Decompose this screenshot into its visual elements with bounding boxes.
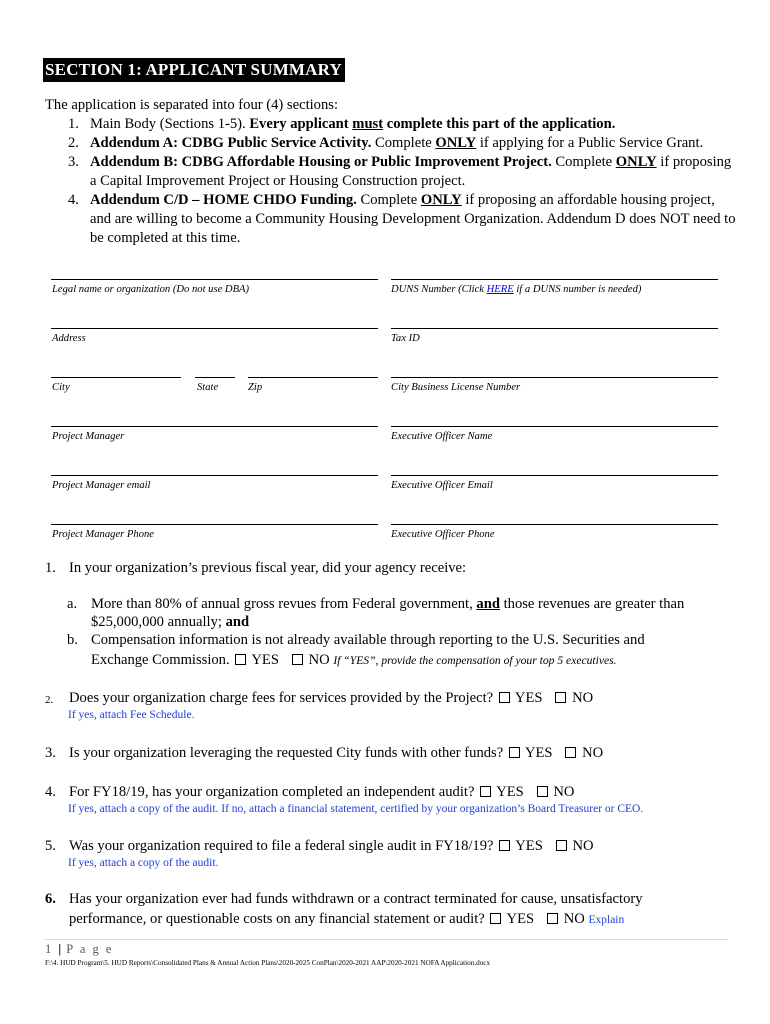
list-text: Complete — [356, 192, 421, 208]
question-2 — [45, 688, 745, 708]
page-num-value: 1 — [45, 942, 54, 956]
explain-note: Explain — [588, 914, 625, 926]
only-emphasis: ONLY — [615, 154, 657, 170]
list-text: Main Body (Sections 1-5). — [90, 116, 250, 132]
no-label: NO — [572, 838, 594, 854]
question-number: 1. — [45, 560, 56, 576]
no-checkbox[interactable] — [537, 786, 548, 797]
question-3 — [45, 743, 745, 763]
question-1b: b. Compensation information is not already available through reporting to the U.S. Securities and — [67, 632, 645, 648]
exec-phone-label: Executive Officer Phone — [391, 529, 495, 540]
zip-label: Zip — [248, 382, 263, 393]
list-text: Complete — [371, 135, 436, 151]
single-audit-note: If yes, attach a copy of the audit. — [68, 857, 219, 869]
question-number: 4. — [45, 784, 56, 800]
legal-name-label: Legal name or organization (Do not use DBA) — [52, 284, 250, 295]
yes-label: YES — [524, 745, 553, 761]
only-emphasis: ONLY — [420, 192, 462, 208]
question-text: For FY18/19, has your organization completed an independent audit? — [69, 784, 479, 800]
yes-label: YES — [506, 911, 535, 927]
list-text: Complete — [551, 154, 616, 170]
list-number: 1. — [68, 116, 79, 132]
no-label: NO — [582, 745, 604, 761]
page-label: P a g e — [66, 942, 114, 956]
question-number: 6. — [45, 891, 56, 907]
yes-checkbox[interactable] — [499, 692, 510, 703]
duns-number-field[interactable] — [391, 279, 718, 280]
pm-phone-label: Project Manager Phone — [52, 529, 154, 540]
project-manager-label: Project Manager — [52, 431, 125, 442]
exec-email-label: Executive Officer Email — [391, 480, 493, 491]
question-number: 3. — [45, 745, 56, 761]
list-bold-underline: must — [352, 116, 384, 132]
question-1b-cont: Exchange Commission. YES NO If “YES”, provide the compensation of your top 5 executives. — [91, 652, 617, 668]
question-6-cont — [45, 909, 745, 929]
state-field[interactable] — [195, 377, 235, 378]
city-field[interactable] — [51, 377, 181, 378]
city-label: City — [52, 382, 70, 393]
no-label: NO — [572, 690, 594, 706]
address-field[interactable] — [51, 328, 378, 329]
list-bold: Addendum A: CDBG Public Service Activity. — [90, 135, 372, 151]
compensation-note: If “YES”, provide the compensation of your top 5 executives. — [333, 654, 617, 667]
list-item — [68, 191, 738, 248]
file-path: F:\4. HUD Program\5. HUD Reports\Consolidated Plans & Annual Action Plans\2020-2025 ConPlan\2020-2021 AAP\2020-2021 NOFA Application.docx — [45, 959, 491, 967]
question-4 — [45, 782, 745, 802]
yes-checkbox[interactable] — [499, 840, 510, 851]
question-text: Has your organization ever had funds withdrawn or a contract terminated for cause, unsatisfactory — [69, 891, 643, 907]
section-heading: SECTION 1: APPLICANT SUMMARY — [43, 58, 345, 82]
no-checkbox[interactable] — [547, 913, 558, 924]
exec-name-label: Executive Officer Name — [391, 431, 493, 442]
fee-schedule-note: If yes, attach Fee Schedule. — [68, 709, 195, 721]
tax-id-field[interactable] — [391, 328, 718, 329]
duns-number-label: DUNS Number (Click HERE if a DUNS number is needed) — [391, 284, 642, 295]
no-checkbox[interactable] — [555, 692, 566, 703]
intro-text: The application is separated into four (4) sections: — [45, 97, 339, 113]
list-item — [68, 115, 738, 134]
question-text: Does your organization charge fees for services provided by the Project? — [69, 690, 497, 706]
no-label: NO — [553, 784, 575, 800]
yes-checkbox[interactable] — [235, 654, 246, 665]
pm-email-field[interactable] — [51, 475, 378, 476]
list-item — [68, 134, 738, 153]
list-item — [68, 153, 738, 191]
address-label: Address — [52, 333, 86, 344]
only-emphasis: ONLY — [435, 135, 477, 151]
yes-label: YES — [496, 784, 524, 800]
question-number: 5. — [45, 838, 56, 854]
duns-here-link[interactable]: HERE — [486, 284, 514, 295]
city-license-field[interactable] — [391, 377, 718, 378]
no-checkbox[interactable] — [556, 840, 567, 851]
list-number: 3. — [68, 154, 79, 170]
question-1 — [45, 558, 745, 578]
list-bold: complete this part of the application. — [383, 116, 616, 132]
exec-phone-field[interactable] — [391, 524, 718, 525]
footer-divider — [45, 939, 728, 940]
list-text: if proposing a Capital Improvement Project or Housing Construction project. — [90, 154, 732, 189]
state-label: State — [197, 382, 219, 393]
yes-checkbox[interactable] — [490, 913, 501, 924]
pm-phone-field[interactable] — [51, 524, 378, 525]
question-text: Is your organization leveraging the requested City funds with other funds? — [69, 745, 507, 761]
question-5 — [45, 836, 745, 856]
no-label: NO — [308, 652, 330, 668]
audit-note: If yes, attach a copy of the audit. If no, attach a financial statement, certified by your organization’s Board Treasurer or CEO. — [68, 803, 644, 815]
yes-label: YES — [514, 690, 543, 706]
exec-email-field[interactable] — [391, 475, 718, 476]
page-number: 1 | P a g e — [45, 942, 114, 956]
sub-item-letter: b. — [67, 632, 78, 648]
yes-label: YES — [515, 838, 543, 854]
question-6 — [45, 889, 745, 909]
yes-label: YES — [251, 652, 279, 668]
question-text: performance, or questionable costs on any financial statement or audit? — [69, 911, 489, 927]
no-checkbox[interactable] — [292, 654, 303, 665]
list-number: 2. — [68, 135, 79, 151]
no-checkbox[interactable] — [565, 747, 576, 758]
pm-email-label: Project Manager email — [52, 480, 151, 491]
list-bold: Addendum C/D – HOME CHDO Funding. — [90, 192, 357, 208]
legal-name-field[interactable] — [51, 279, 378, 280]
project-manager-field[interactable] — [51, 426, 378, 427]
zip-field[interactable] — [248, 377, 378, 378]
no-label: NO — [563, 911, 585, 927]
question-1a-cont: $25,000,000 annually; and — [91, 614, 250, 630]
sub-item-letter: a. — [67, 596, 78, 612]
and-bold: and — [225, 614, 250, 630]
list-text: if proposing an affordable housing project, and are willing to become a Community Housing Development Organization. Addendum D does NOT need to be completed at this time. — [90, 192, 736, 246]
tax-id-label: Tax ID — [391, 333, 420, 344]
list-number: 4. — [68, 192, 79, 208]
list-bold: Every applicant — [249, 116, 353, 132]
question-text: Was your organization required to file a federal single audit in FY18/19? — [69, 838, 498, 854]
question-text: In your organization’s previous fiscal year, did your agency receive: — [69, 560, 467, 576]
question-1a: a. More than 80% of annual gross revues from Federal government, and those revenues are greater than — [67, 596, 685, 612]
yes-checkbox[interactable] — [480, 786, 491, 797]
and-emphasis: and — [476, 596, 500, 612]
question-number: 2. — [45, 694, 54, 706]
exec-name-field[interactable] — [391, 426, 718, 427]
yes-checkbox[interactable] — [509, 747, 520, 758]
list-bold: Addendum B: CDBG Affordable Housing or Public Improvement Project. — [90, 154, 552, 170]
city-license-label: City Business License Number — [391, 382, 521, 393]
list-text: if applying for a Public Service Grant. — [476, 135, 704, 151]
